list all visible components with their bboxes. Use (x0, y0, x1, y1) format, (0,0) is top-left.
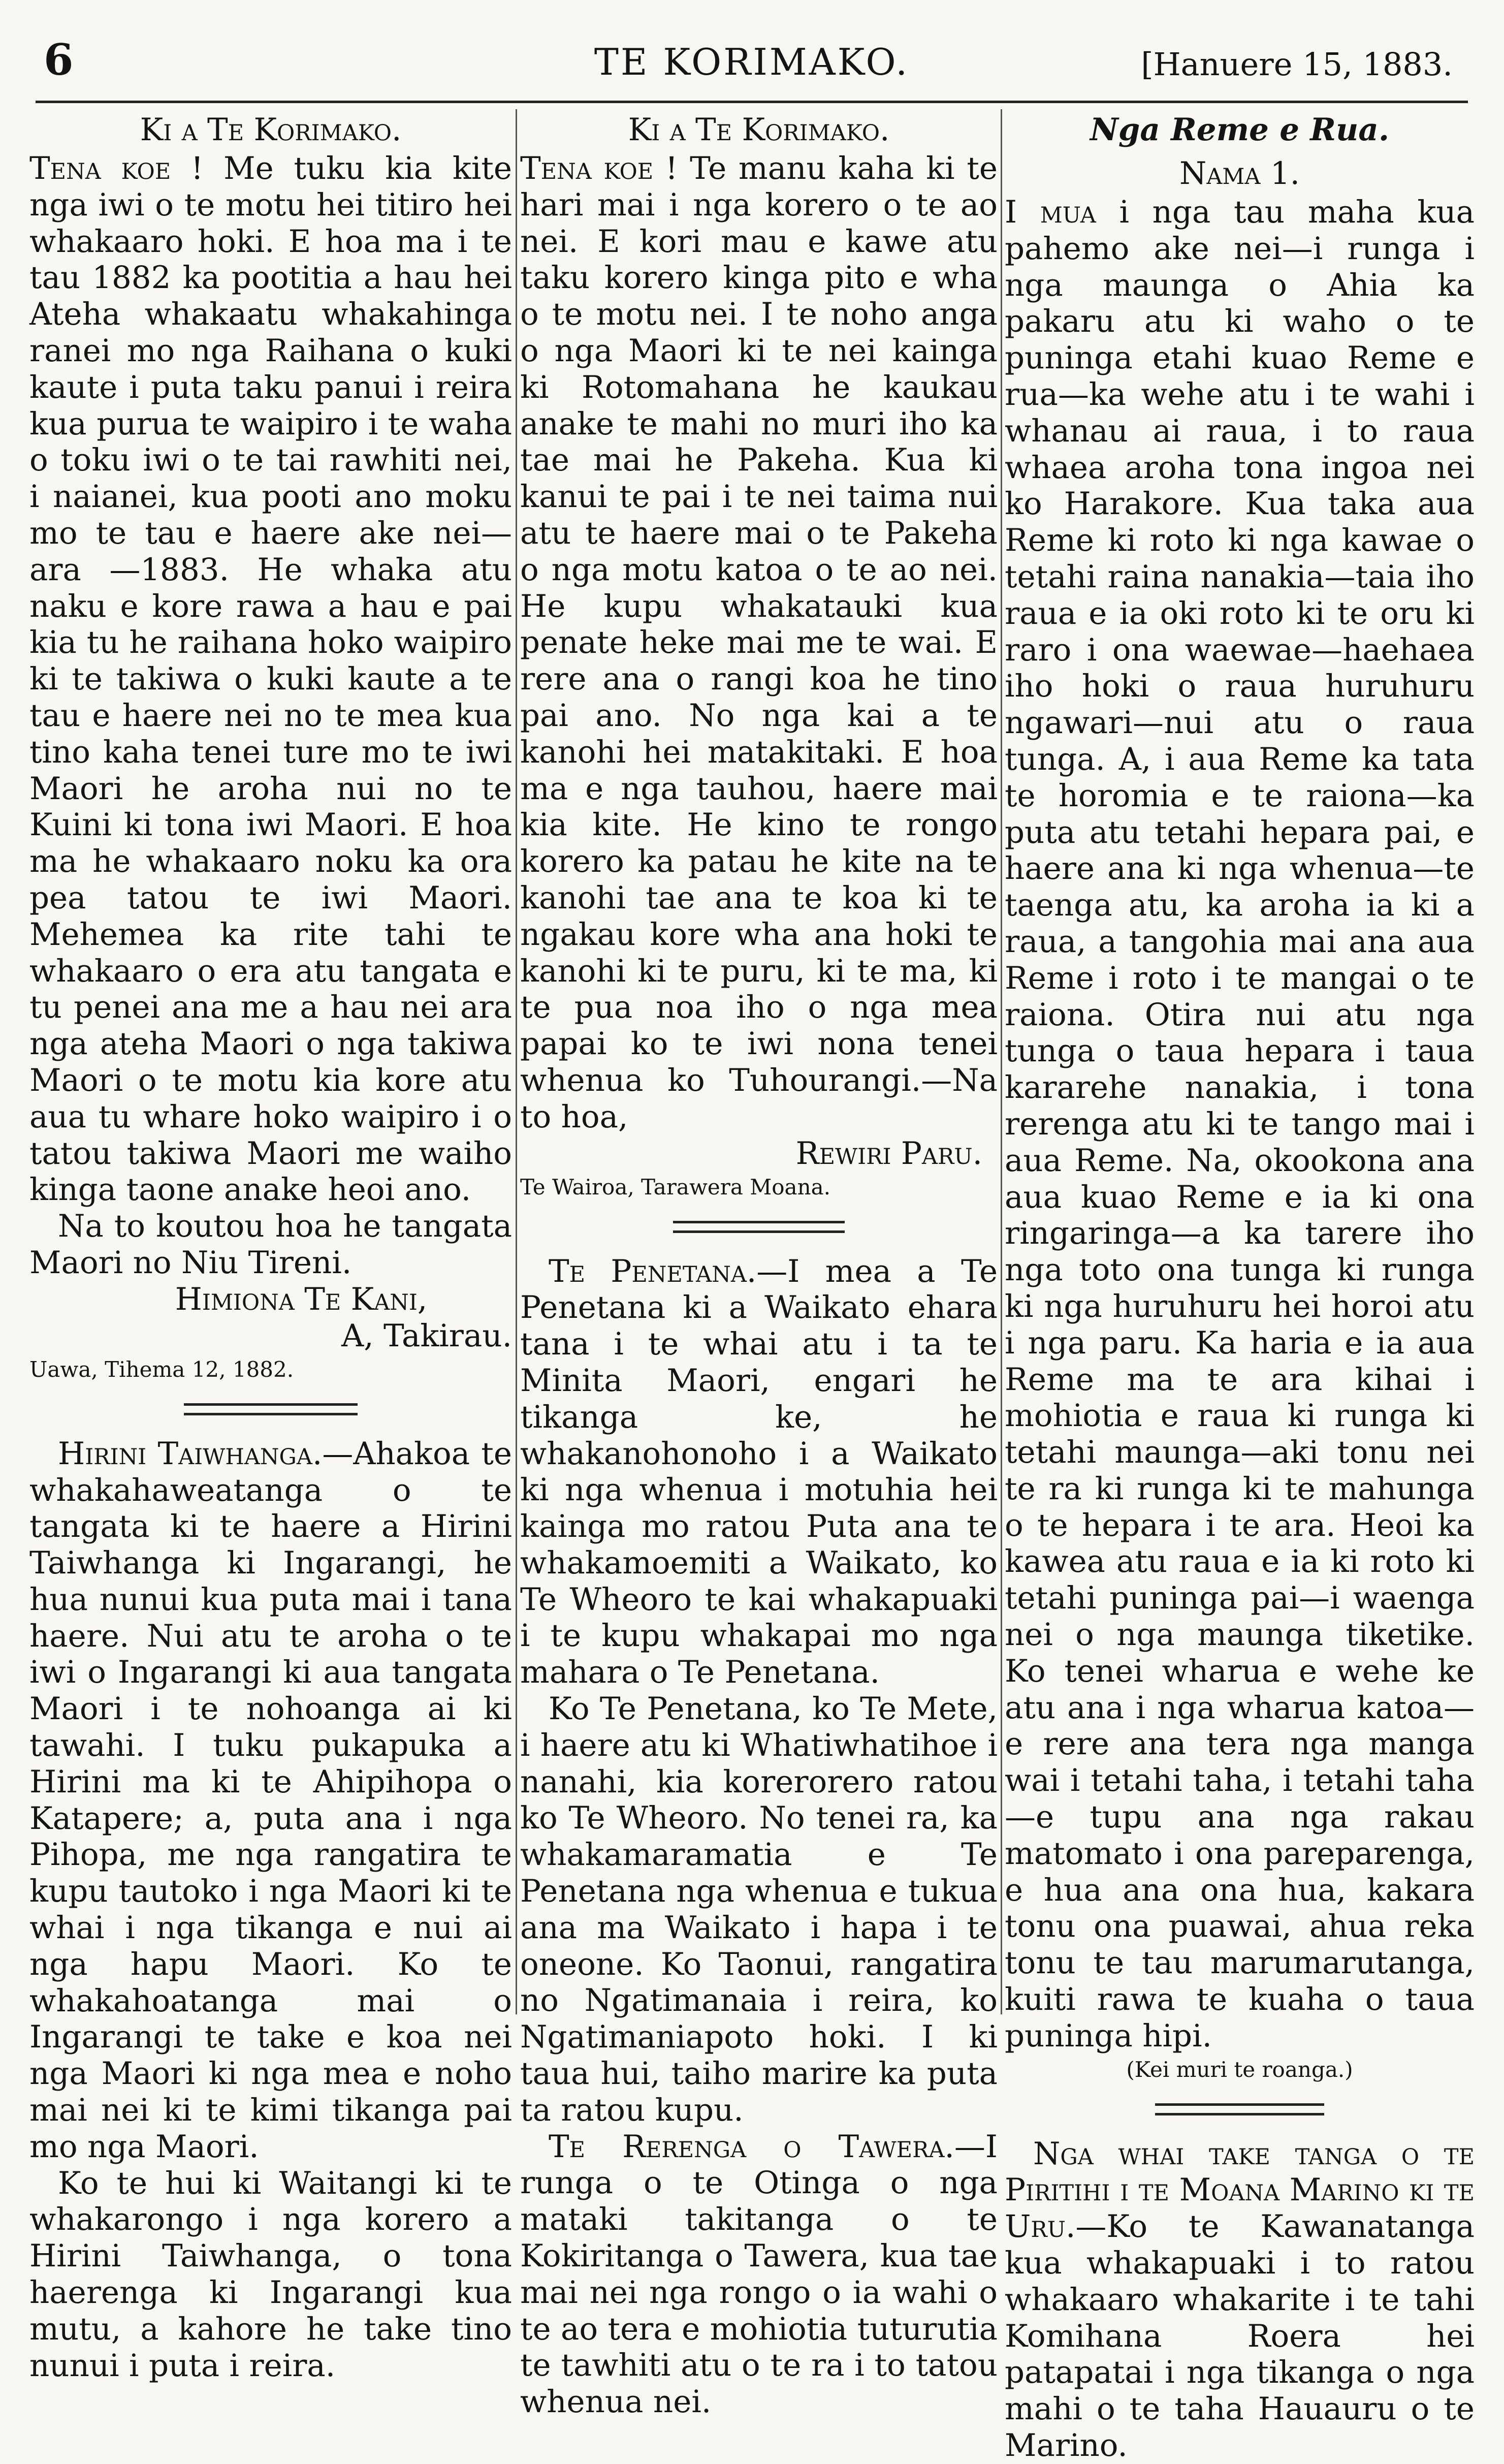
article-penetana (520, 1253, 998, 1691)
article-lead: Te Rerenga o Tawera. (549, 2128, 954, 2165)
article-paragraph: Ko te hui ki Waitangi ki te whakarongo i nga korero a Hirini Taiwhanga, o tona haerenga ki Ingarangi kua mutu, a kahore he take tino nunui i puta i reira. (29, 2165, 512, 2384)
issue-date: [Hanuere 15, 1883. (1141, 46, 1453, 83)
column-divider (516, 109, 517, 2014)
section-divider (184, 1403, 358, 1415)
letter-heading: Ki a Te Korimako. (628, 112, 890, 148)
signature-role: A, Takirau. (341, 1317, 512, 1354)
dateline: Uawa, Tihema 12, 1882. (29, 1356, 294, 1382)
article-lead: Te Penetana. (549, 1253, 757, 1289)
letter-heading: Ki a Te Korimako. (140, 112, 402, 148)
letter-closing: Na to koutou hoa he tangata Maori no Niu Tireni. (29, 1208, 512, 1281)
section-divider (673, 1221, 845, 1233)
newspaper-title: TE KORIMAKO. (594, 41, 910, 83)
dateline: Te Wairoa, Tarawera Moana. (520, 1174, 831, 1199)
article-lead: Hirini Taiwhanga. (58, 1435, 323, 1472)
article-text: —Ahakoa te whakahaweatanga o te tangata ki te haere a Hirini Taiwhanga ki Ingarangi, he hua nunui kua puta mai i tana haere. Nui atu te aroha o te iwi o Ingarangi ki aua tangata Maori i te nohoanga ai ki tawahi. I tuku pukapuka a Hirini ma ki te Ahipihopa o Katapere; a, puta ana i nga Pihopa, me nga rangatira te kupu tautoko i nga Maori ki te whai i nga tikanga e nui ai nga hapu Maori. Ko te whakahoatanga mai o Ingarangi te take e koa nei nga Maori ki nga mea e noho mai nei ki te kimi tikanga pai mo nga Maori. (29, 1435, 513, 2165)
column-3 (1005, 108, 1475, 2464)
salutation: Tena koe ! (520, 150, 678, 186)
letter-body (29, 150, 512, 1208)
article-text: —Ko te Kawanatanga kua whakapuaki i to ratou whakaaro whakarite i te tahi Komihana Roera hei patapatai i nga tikanga o nga mahi o te taha Hauauru o te Marino. (1005, 2208, 1475, 2464)
article-rerenga (520, 2129, 998, 2420)
story-title: Nga Reme e Rua. (1090, 112, 1390, 148)
column-divider (1001, 109, 1002, 2014)
article-whai (1005, 2136, 1475, 2464)
column-2 (520, 108, 998, 2420)
letter-text: Te manu kaha ki te hari mai i nga korero o te ao nei. E kori mau e kawe atu taku korero kinga pito e wha o te motu nei. I te noho anga o nga Maori ki te nei kainga ki Rotomahana he kaukau anake te mahi no muri iho ka tae mai he Pakeha. Kua ki kanui te pai i te nei taima nui atu te haere mai o te Pakeha o nga motu katoa o te ao nei. He kupu whakatauki kua penate heke mai me te wai. E rere ana o rangi koa he tino pai ano. No nga kai a te kanohi hei matakitaki. E hoa ma e nga tauhou, haere mai kia kite. He kino te rongo korero ka patau he kite na te kanohi tae ana te koa ki te ngakau kore wha ana hoki te kanohi ki te puru, ki te ma, ki te pua noa iho o nga mea papai ko te iwi nona tenei whenua ko Tuhourangi.—Na to hoa, (520, 150, 998, 1135)
story-lead: I mua (1005, 194, 1096, 230)
section-divider (1155, 2103, 1324, 2115)
header-rule (36, 101, 1468, 103)
salutation: Tena koe ! (29, 150, 204, 186)
continued-note: (Kei muri te roanga.) (1126, 2057, 1353, 2082)
article-hirini (29, 1436, 512, 2165)
signature-name: Himiona Te Kani, (175, 1281, 428, 1317)
chapter-heading: Nama 1. (1179, 155, 1300, 192)
column-1 (29, 108, 513, 2384)
article-text: —I runga o te Otinga o nga mataki takitanga o te Kokiritanga o Tawera, kua tae mai nei nga rongo o ia wahi o te ao tera e mohiotia tuturutia te tawhiti atu o te ra i to tatou whenua nei. (520, 2128, 998, 2420)
page-header (36, 24, 1468, 106)
story-body (1005, 194, 1475, 2055)
story-text: i nga tau maha kua pahemo ake nei—i runga i nga maunga o Ahia ka pakaru atu ki waho o te puninga etahi kuao Reme e rua—ka wehe atu i te wahi i whanau ai raua, i to raua whaea aroha tona ingoa nei ko Harakore. Kua taka aua Reme ki roto ki nga kawae o tetahi raina nanakia—taia iho raua e ia oki roto ki te oru ki raro i ona waewae—haehaea iho hoki o raua huruhuru ngawari—nui atu o raua tunga. A, i aua Reme ka tata te horomia e te raiona—ka puta atu tetahi hepara pai, e haere ana ki nga whenua—te taenga atu, ka aroha ia ki a raua, a tangohia mai ana aua Reme i roto i te mangai o te raiona. Otira nui atu nga tunga o taua hepara i taua kararehe nanakia, i tona rerenga atu ki te tango mai i aua Reme. Na, okookona ana aua kuao Reme e ia ki ona ringaringa—a ka tarere iho nga toto ona tunga ki runga ki nga huruhuru hei horoi atu i nga paru. Ka haria e ia aua Reme ma te ara kihai i mohiotia e raua ki runga ki tetahi maunga—aki tonu nei te ra ki runga ki te mahunga o te hepara i te ara. Heoi ka kawea atu raua e ia ki roto ki tetahi puninga pai—i waenga nei o nga maunga tiketike. Ko tenei wharua e wehe ke atu ana i nga wharua katoa—e rere ana tera nga manga wai i tetahi taha, i tetahi taha—e tupu ana nga rakau matomato i ona pareparenga, e hua ana ona hua, kakara tonu ona puawai, ahua reka tonu te tau marumarutanga, kuiti rawa te kuaha o taua puninga hipi. (1005, 194, 1475, 2054)
article-paragraph: Ko Te Penetana, ko Te Mete, i haere atu ki Whatiwhatihoe i nanahi, kia korerorero ratou ko Te Wheoro. No tenei ra, ka whakamaramatia e Te Penetana nga whenua e tukua ana ma Waikato i hapa i te oneone. Ko Taonui, rangatira no Ngatimanaia i reira, ko Ngatimaniapoto hoki. I ki taua hui, taiho marire ka puta ta ratou kupu. (520, 1691, 998, 2128)
article-lead: Nga whai take tanga o te Piritihi i te Moana Marino ki te Uru. (1005, 2135, 1475, 2245)
letter-body (520, 150, 998, 1135)
letter-text: Me tuku kia kite nga iwi o te motu hei titiro hei whakaaro hoki. E hoa ma i te tau 1882 ka pootitia a hau hei Ateha whakaatu whakahinga ranei mo nga Raihana o kuki kaute i puta taku panui i reira kua purua te waipiro i te waha o toku iwi o te tai rawhiti nei, i naianei, kua pooti ano moku mo te tau e haere ake nei—ara —1883. He whaka atu naku e kore rawa a hau e pai kia tu he raihana hoko waipiro ki te takiwa o kuki kaute a te tau e haere nei no te mea kua tino kaha tenei ture mo te iwi Maori he aroha nui no te Kuini ki tona iwi Maori. E hoa ma he whakaaro noku ka ora pea tatou te iwi Maori. Mehemea ka rite tahi te whakaaro o era atu tangata e tu penei ana me a hau nei ara nga ateha Maori o nga takiwa Maori o te motu kia kore atu aua tu whare hoko waipiro i o tatou takiwa Maori me waiho kinga taone anake heoi ano. (29, 150, 512, 1208)
signature-name: Rewiri Paru. (795, 1135, 982, 1172)
article-text: —I mea a Te Penetana ki a Waikato ehara tana i te whai atu i ta te Minita Maori, engari he tikanga ke, he whakanohonoho i a Waikato ki nga whenua i motuhia hei kainga mo ratou Puta ana te whakamoemiti a Waikato, ko Te Wheoro te kai whakapuaki i te kupu whakapai mo nga mahara o Te Penetana. (520, 1253, 998, 1691)
page-number: 6 (44, 35, 74, 85)
